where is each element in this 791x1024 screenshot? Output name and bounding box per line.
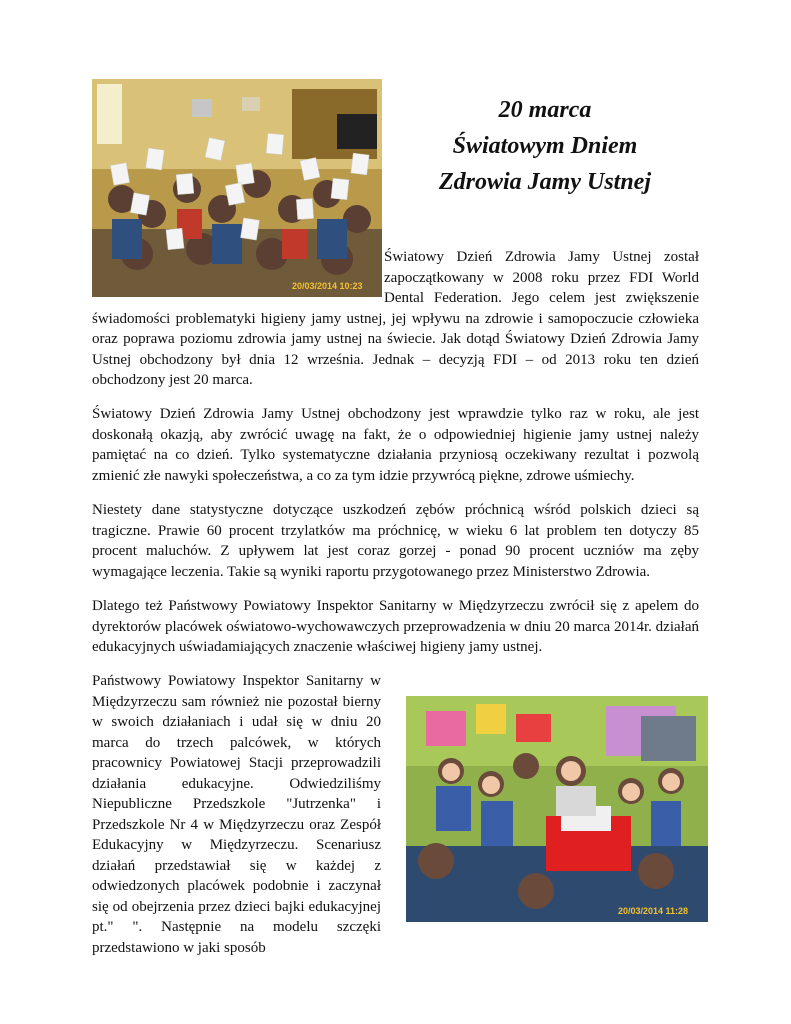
page-title [400, 92, 690, 200]
preschool-photo [406, 696, 708, 922]
title-line-3: Zdrowia Jamy Ustnej [438, 169, 651, 195]
photo-wrap-spacer [92, 247, 384, 307]
paragraph-visits-text: Państwowy Powiatowy Inspektor Sanitarny w Międzyrzeczu sam również nie pozostał bierny w swoich działaniach i udał się w dniu 20 marca do trzech palcówek, w których pracownicy Powiatowej Stacji przeprowadzili działania edukacyjne. Odwiedziliśmy Niepubliczne Przedszkole "Jutrzenka" i Przedszkole Nr 4 w Międzyrzeczu oraz Zespół Edukacyjny w Międzyrzeczu. Scenariusz działań przedstawiał się w każdej z odwiedzonych placówek podobnie i zaczynał się od obejrzenia przez dzieci bajki edukacyjnej pt." ". Następnie na modelu szczęki przedstawiono w jaki sposób [92, 673, 381, 956]
title-line-2: Światowym Dniem [452, 133, 638, 159]
photo-timestamp: 20/03/2014 10:23 [292, 281, 363, 291]
paragraph-intro [92, 247, 699, 391]
preschool-photo-drawing [406, 696, 708, 922]
photo-timestamp: 20/03/2014 11:28 [618, 906, 689, 916]
paragraph-statistics: Niestety dane statystyczne dotyczące uszkodzeń zębów próchnicą wśród polskich dzieci są tragiczne. Prawie 60 procent trzylatków ma próchnicę, w wieku 6 lat problem ten dotyczy 85 procent maluchów. Z upływem lat jest coraz gorzej - ponad 90 procent uczniów ma zęby wymagające leczenia. Takie są wyniki raportu przygotowanego przez Ministerstwo Zdrowia. [92, 502, 699, 580]
paragraph-appeal: Dlatego też Państwowy Powiatowy Inspektor Sanitarny w Międzyrzeczu zwrócił się z apelem do dyrektorów placówek oświatowo-wychowawczych przeprowadzenia w dniu 20 marca 2014r. działań edukacyjnych uświadamiających znaczenie właściwej higieny jamy ustnej. [92, 598, 699, 655]
paragraph-importance: Światowy Dzień Zdrowia Jamy Ustnej obchodzony jest wprawdzie tylko raz w roku, ale jest doskonałą okazją, aby zwrócić uwagę na fakt, że o odpowiedniej higienie jamy ustnej należy pamiętać na co dzień. Tylko systematyczne działania przyniosą oczekiwany rezultat i pozwolą zmienić złe nawyki społeczeństwa, a co za tym idzie przywrócą piękne, zdrowe uśmiechy. [92, 406, 699, 484]
paragraph-intro-text: Światowy Dzień Zdrowia Jamy Ustnej został zapoczątkowany w 2008 roku przez FDI World Dental Federation. Jego celem jest zwiększenie świadomości problematyki higieny jamy ustnej, jej wpływu na zdrowie i samopoczucie człowieka oraz poprawa poziomu zdrowia jamy ustnej na świecie. Jak dotąd Światowy Dzień Zdrowia Jamy Ustnej obchodzony był dnia 12 września. Jednak – decyzją FDI – od 2013 roku ten dzień obchodzony jest 20 marca. [92, 249, 699, 388]
title-line-1: 20 marca [498, 97, 592, 123]
